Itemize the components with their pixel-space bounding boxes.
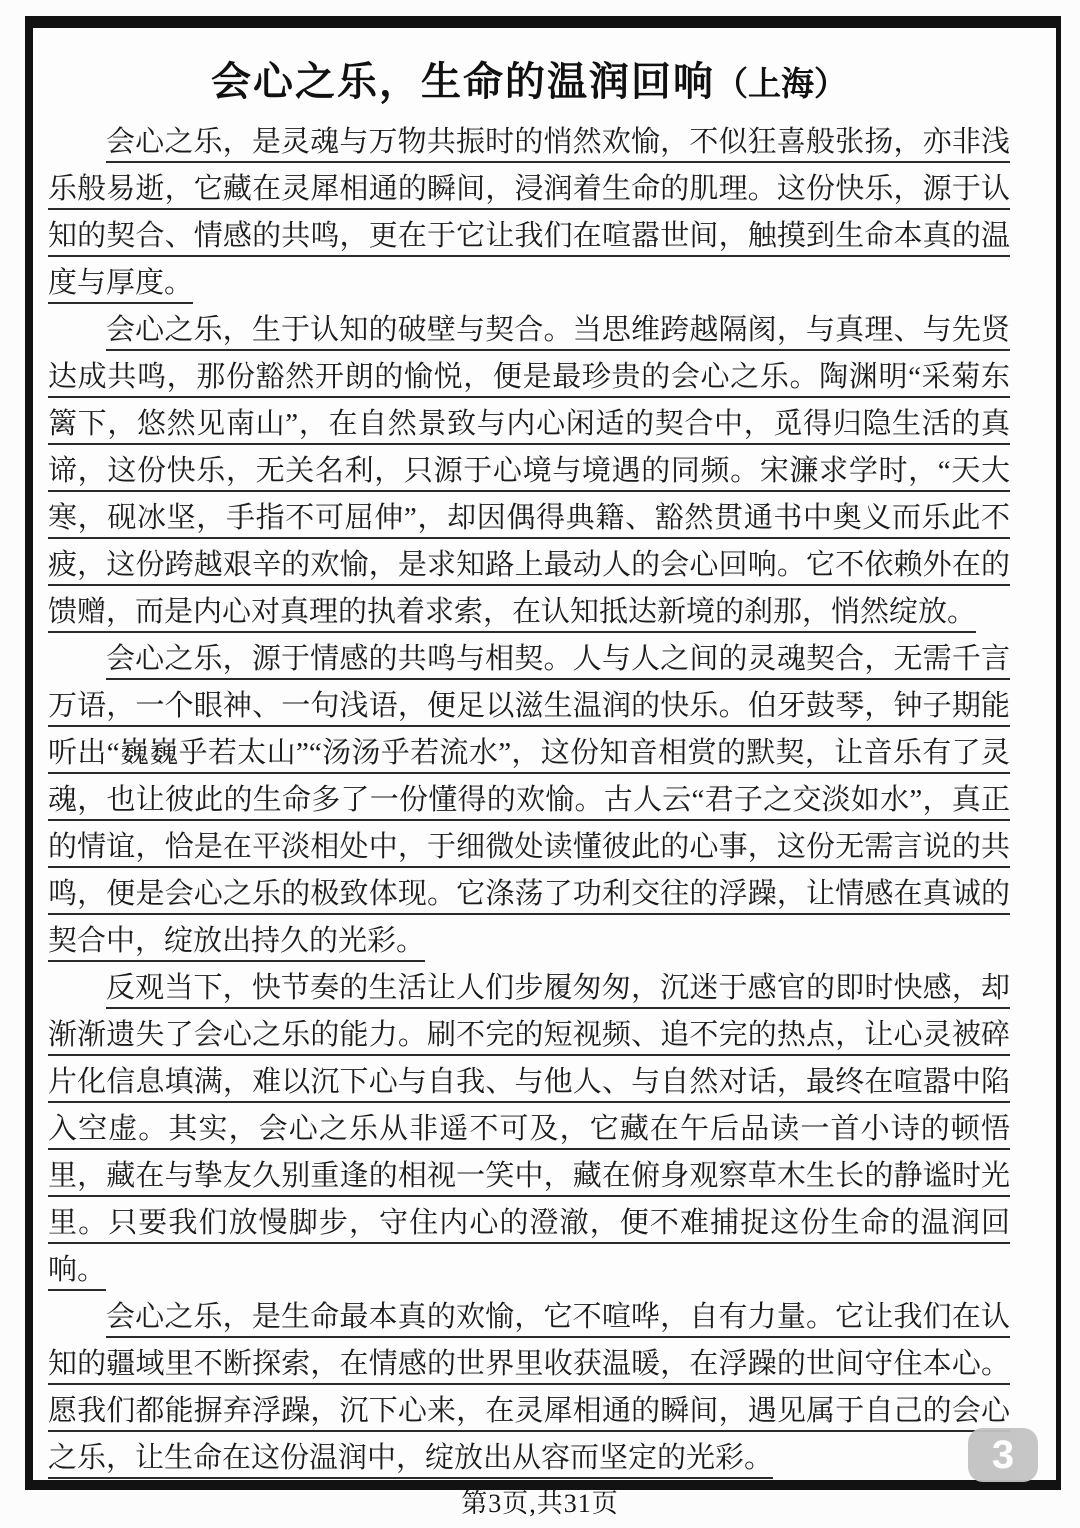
essay-paragraph-2: 会心之乐，生于认知的破壁与契合。当思维跨越隔阂，与真理、与先贤达成共鸣，那份豁然开朗的愉悦，便是最珍贵的会心之乐。陶渊明“采菊东篱下，悠然见南山”，在自然景致与内心闲适的契合中，觅得归隐生活的真谛，这份快乐，无关名利，只源于心境与境遇的同频。宋濂求学时，“天大寒，砚冰坚，手指不可屈伸”，却因偶得典籍、豁然贯通书中奥义而乐此不疲，这份跨越艰辛的欢愉，是求知路上最动人的会心回响。它不依赖外在的馈赠，而是内心对真理的执着求索，在认知抵达新境的刹那，悄然绽放。 — [48, 314, 1010, 628]
essay-paragraph-1: 会心之乐，是灵魂与万物共振时的悄然欢愉，不似狂喜般张扬，亦非浅乐般易逝，它藏在灵犀相通的瞬间，浸润着生命的肌理。这份快乐，源于认知的契合、情感的共鸣，更在于它让我们在喧嚣世间，触摸到生命本真的温度与厚度。 — [48, 126, 1010, 299]
page-number-badge: 3 — [968, 1428, 1038, 1482]
essay-paragraph-3: 会心之乐，源于情感的共鸣与相契。人与人之间的灵魂契合，无需千言万语，一个眼神、一句浅语，便足以滋生温润的快乐。伯牙鼓琴，钟子期能听出“巍巍乎若太山”“汤汤乎若流水”，这份知音相赏的默契，让音乐有了灵魂，也让彼此的生命多了一份懂得的欢愉。古人云“君子之交淡如水”，真正的情谊，恰是在平淡相处中，于细微处读懂彼此的心事，这份无需言说的共鸣，便是会心之乐的极致体现。它涤荡了功利交往的浮躁，让情感在真诚的契合中，绽放出持久的光彩。 — [48, 643, 1010, 957]
essay-paragraph-5: 会心之乐，是生命最本真的欢愉，它不喧哗，自有力量。它让我们在认知的疆域里不断探索，在情感的世界里收获温暖，在浮躁的世间守住本心。愿我们都能摒弃浮躁，沉下心来，在灵犀相通的瞬间，遇见属于自己的会心之乐，让生命在这份温润中，绽放出从容而坚定的光彩。 — [48, 1301, 1010, 1474]
essay-title — [48, 50, 1010, 107]
essay-title-suffix: （上海） — [715, 67, 847, 103]
essay-frame — [25, 16, 1061, 1490]
essay-title-main: 会心之乐，生命的温润回响 — [211, 59, 715, 104]
page-footer: 第3页,共31页 — [461, 1489, 619, 1518]
essay-paragraph-4: 反观当下，快节奏的生活让人们步履匆匆，沉迷于感官的即时快感，却渐渐遗失了会心之乐的能力。刷不完的短视频、追不完的热点，让心灵被碎片化信息填满，难以沉下心与自我、与他人、与自然对话，最终在喧嚣中陷入空虚。其实，会心之乐从非遥不可及，它藏在午后品读一首小诗的顿悟里，藏在与挚友久别重逢的相视一笑中，藏在俯身观察草木生长的静谧时光里。只要我们放慢脚步，守住内心的澄澈，便不难捕捉这份生命的温润回响。 — [48, 972, 1010, 1286]
